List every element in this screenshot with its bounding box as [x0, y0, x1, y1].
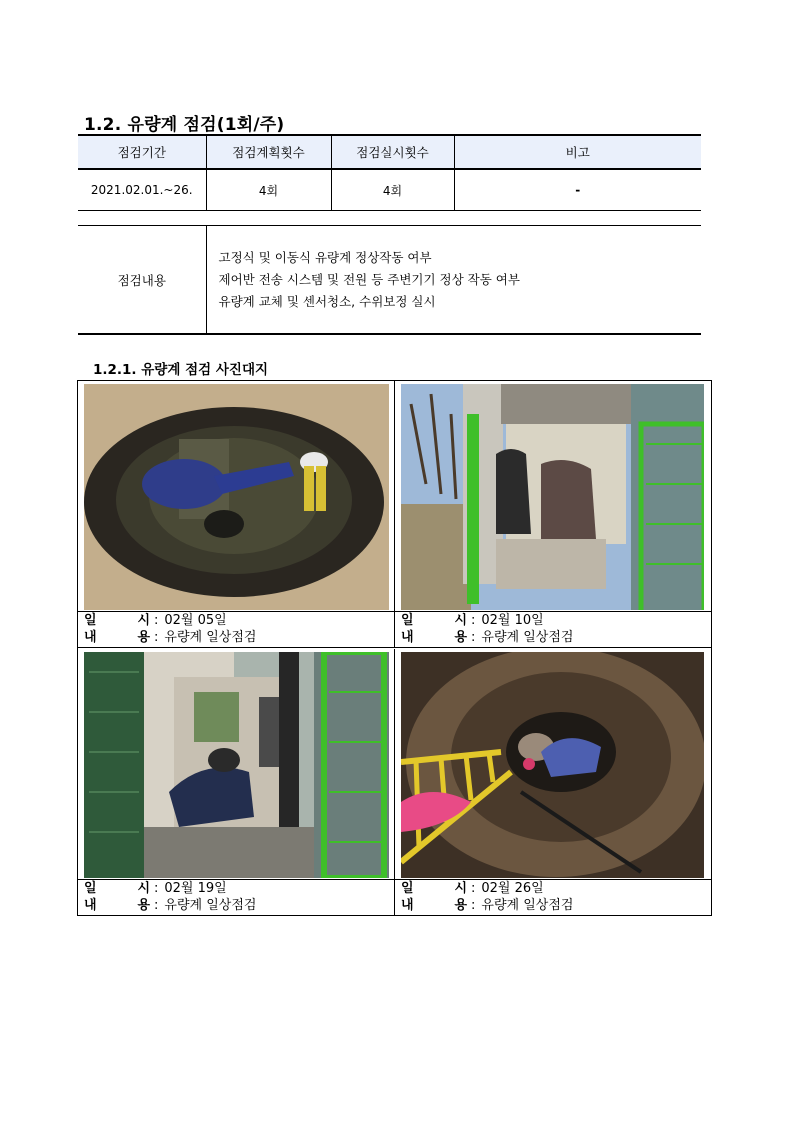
- caption-separator: :: [154, 630, 159, 645]
- photo-caption: [395, 611, 712, 648]
- cabinet-inspection-photo: [401, 384, 704, 610]
- caption-separator: :: [471, 630, 476, 645]
- caption-key: 내: [84, 898, 97, 913]
- caption-key: 시: [454, 881, 467, 896]
- caption-content: 유량계 일상점검: [164, 898, 257, 913]
- content-line: 제어반 전송 시스템 및 전원 등 주변기기 정상 작동 여부: [218, 271, 520, 287]
- caption-key: 용: [454, 630, 467, 645]
- caption-date: 02월 19일: [164, 881, 227, 896]
- caption-separator: :: [154, 613, 159, 628]
- section-title: 1.2. 유량계 점검(1회/주): [84, 115, 285, 135]
- caption-content: 유량계 일상점검: [164, 630, 257, 645]
- caption-separator: :: [471, 613, 476, 628]
- photo-caption: [395, 879, 712, 916]
- content-lines: [206, 226, 701, 335]
- caption-key: 내: [401, 630, 414, 645]
- caption-key: 일: [401, 881, 414, 896]
- photo-cell: [78, 649, 395, 916]
- caption-key: 내: [84, 630, 97, 645]
- caption-separator: :: [471, 881, 476, 896]
- pipe-interior-photo: [401, 652, 704, 878]
- caption-date: 02월 10일: [481, 613, 544, 628]
- cell-remarks: -: [454, 169, 701, 211]
- photo-section-title: 1.2.1. 유량계 점검 사진대지: [93, 362, 269, 378]
- caption-key: 일: [401, 613, 414, 628]
- photo-cell: [395, 649, 712, 916]
- caption-key: 용: [454, 898, 467, 913]
- summary-data-row: [78, 169, 701, 211]
- caption-content: 유량계 일상점검: [481, 898, 574, 913]
- caption-key: 시: [137, 881, 150, 896]
- content-line: 유량계 교체 및 센서청소, 수위보정 실시: [218, 293, 436, 309]
- caption-date: 02월 26일: [481, 881, 544, 896]
- header-remarks: 비고: [454, 135, 701, 169]
- content-table: [78, 225, 701, 335]
- caption-content: 유량계 일상점검: [481, 630, 574, 645]
- caption-key: 시: [454, 613, 467, 628]
- photo-caption: [78, 879, 394, 916]
- header-planned-count: 점검계획횟수: [206, 135, 331, 169]
- photo-cell: [395, 381, 712, 648]
- summary-header-row: [78, 135, 701, 169]
- caption-key: 용: [137, 898, 150, 913]
- caption-key: 시: [137, 613, 150, 628]
- cell-actual-count: 4회: [331, 169, 454, 211]
- caption-date: 02월 05일: [164, 613, 227, 628]
- caption-separator: :: [154, 898, 159, 913]
- photo-caption: [78, 611, 394, 648]
- photo-grid: [77, 380, 712, 916]
- header-period: 점검기간: [78, 135, 206, 169]
- header-actual-count: 점검실시횟수: [331, 135, 454, 169]
- caption-key: 내: [401, 898, 414, 913]
- caption-key: 일: [84, 881, 97, 896]
- cell-planned-count: 4회: [206, 169, 331, 211]
- summary-table: [78, 134, 701, 211]
- caption-separator: :: [471, 898, 476, 913]
- caption-key: 용: [137, 630, 150, 645]
- cabinet-maintenance-photo: [84, 652, 389, 878]
- photo-cell: [78, 381, 395, 648]
- manhole-photo: [84, 384, 389, 610]
- content-label: 점검내용: [78, 226, 206, 335]
- caption-key: 일: [84, 613, 97, 628]
- caption-separator: :: [154, 881, 159, 896]
- content-line: 고정식 및 이동식 유량계 정상작동 여부: [218, 249, 432, 265]
- cell-period: 2021.02.01.~26.: [78, 169, 206, 211]
